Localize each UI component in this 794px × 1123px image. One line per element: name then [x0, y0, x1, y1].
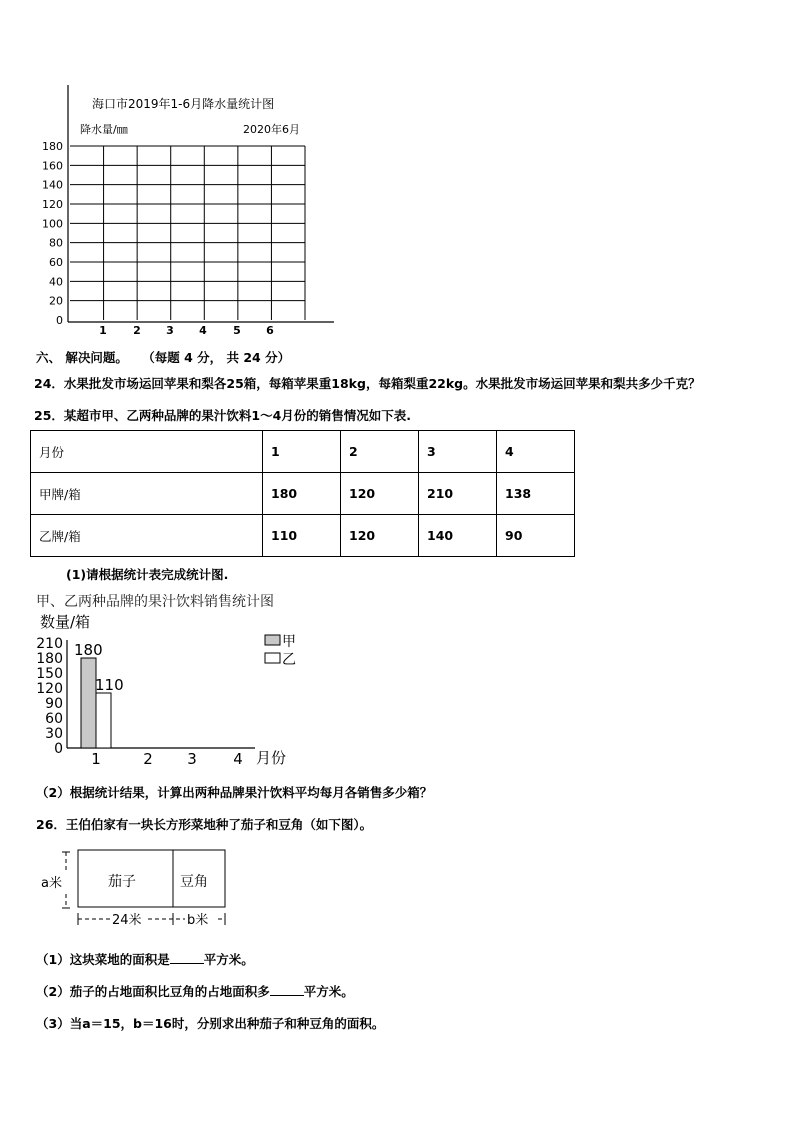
garden-diagram	[0, 840, 794, 935]
y-tick-label: 150	[36, 666, 63, 682]
section-heading-note: （每题 4 分， 共 24 分）	[142, 350, 291, 365]
y-tick-label: 60	[49, 256, 63, 269]
x-tick-label: 3	[166, 324, 174, 337]
bar-jia-month-1	[81, 658, 96, 748]
question-24: 24．水果批发市场运回苹果和梨各25箱，每箱苹果重18kg，每箱梨重22kg。水果批发市场运回苹果和梨共多少千克？	[34, 376, 701, 391]
q26-part2-text-before: （2）茄子的占地面积比豆角的占地面积多	[36, 984, 270, 999]
y-tick-label: 90	[45, 696, 63, 712]
y-tick-label: 0	[54, 741, 63, 757]
rain-chart-title: 海口市2019年1-6月降水量统计图	[92, 97, 275, 111]
y-tick-label: 140	[42, 178, 63, 192]
table-cell: 138	[497, 473, 575, 515]
beans-label: 豆角	[180, 874, 208, 890]
table-cell: 月份	[31, 431, 263, 473]
x-tick-label: 4	[199, 324, 207, 337]
bar-jia-value-label: 180	[74, 641, 103, 659]
y-tick-label: 60	[45, 711, 63, 727]
question-26-part-1	[36, 950, 254, 968]
juice-y-label: 数量/箱	[40, 613, 91, 631]
y-tick-label: 20	[49, 294, 63, 308]
y-tick-label: 40	[49, 275, 63, 289]
y-tick-label: 180	[36, 651, 63, 667]
y-tick-label: 100	[42, 217, 63, 231]
question-25: 25．某超市甲、乙两种品牌的果汁饮料1～4月份的销售情况如下表.	[34, 408, 412, 423]
table-cell: 110	[263, 515, 341, 557]
y-tick-label: 0	[56, 314, 63, 327]
y-tick-label: 80	[49, 236, 63, 250]
legend-swatch-b	[265, 653, 280, 663]
table-cell: 2	[341, 431, 419, 473]
question-26-part-3: （3）当a＝15，b＝16时，分别求出种茄子和种豆角的面积。	[36, 1016, 385, 1031]
question-26: 26．王伯伯家有一块长方形菜地种了茄子和豆角（如下图）。	[36, 817, 373, 832]
legend-label-a: 甲	[282, 634, 296, 650]
y-tick-label: 30	[45, 726, 63, 742]
x-tick-label: 5	[233, 324, 241, 337]
juice-chart-title: 甲、乙两种品牌的果汁饮料销售统计图	[36, 594, 274, 610]
y-tick-label: 160	[42, 159, 63, 173]
table-cell: 210	[419, 473, 497, 515]
table-cell: 3	[419, 431, 497, 473]
question-25-part-2: （2）根据统计结果，计算出两种品牌果汁饮料平均每月各销售多少箱？	[36, 785, 433, 800]
question-26-part-2	[36, 982, 354, 1000]
table-cell: 甲牌/箱	[31, 473, 263, 515]
eggplant-label: 茄子	[108, 874, 136, 890]
legend-label-b: 乙	[282, 652, 296, 668]
table-cell: 90	[497, 515, 575, 557]
rain-date-label: 2020年6月	[243, 123, 300, 136]
section-heading	[36, 348, 290, 366]
q26-part1-text-before: （1）这块菜地的面积是	[36, 952, 170, 967]
legend-swatch-a	[265, 635, 280, 645]
table-cell: 乙牌/箱	[31, 515, 263, 557]
x-tick-label: 1	[99, 324, 107, 337]
juice-x-label: 月份	[256, 749, 287, 767]
x-tick-label: 2	[133, 324, 141, 337]
x-tick-label: 4	[233, 750, 243, 768]
y-tick-label: 180	[42, 140, 63, 153]
table-cell: 1	[263, 431, 341, 473]
table-row	[31, 473, 575, 515]
section-heading-title: 六、 解决问题。	[36, 350, 128, 365]
table-cell: 120	[341, 473, 419, 515]
answer-blank-1[interactable]	[170, 951, 204, 964]
table-cell: 120	[341, 515, 419, 557]
answer-blank-2[interactable]	[270, 983, 304, 996]
question-25-part-1: (1)请根据统计表完成统计图.	[66, 567, 229, 582]
x-tick-label: 3	[187, 750, 197, 768]
width-a-label: 24米	[112, 913, 142, 928]
y-tick-label: 210	[36, 636, 63, 652]
x-tick-label: 2	[143, 750, 153, 768]
height-label: a米	[41, 876, 62, 891]
table-cell: 180	[263, 473, 341, 515]
bar-yi-value-label: 110	[95, 676, 124, 694]
y-tick-label: 120	[36, 681, 63, 697]
x-tick-label: 1	[91, 750, 101, 768]
juice-sales-chart	[0, 585, 794, 775]
q26-part1-text-after: 平方米。	[203, 952, 254, 967]
rainfall-chart	[0, 0, 794, 345]
q26-part2-text-after: 平方米。	[303, 984, 354, 999]
y-tick-label: 120	[42, 198, 63, 211]
table-row	[31, 515, 575, 557]
x-tick-label: 6	[266, 324, 274, 337]
table-cell: 140	[419, 515, 497, 557]
width-b-label: b米	[187, 913, 209, 928]
rain-unit-label: 降水量/㎜	[80, 123, 128, 136]
sales-table	[30, 430, 575, 557]
bar-yi-month-1	[96, 693, 111, 748]
table-cell: 4	[497, 431, 575, 473]
table-header-row	[31, 431, 575, 473]
